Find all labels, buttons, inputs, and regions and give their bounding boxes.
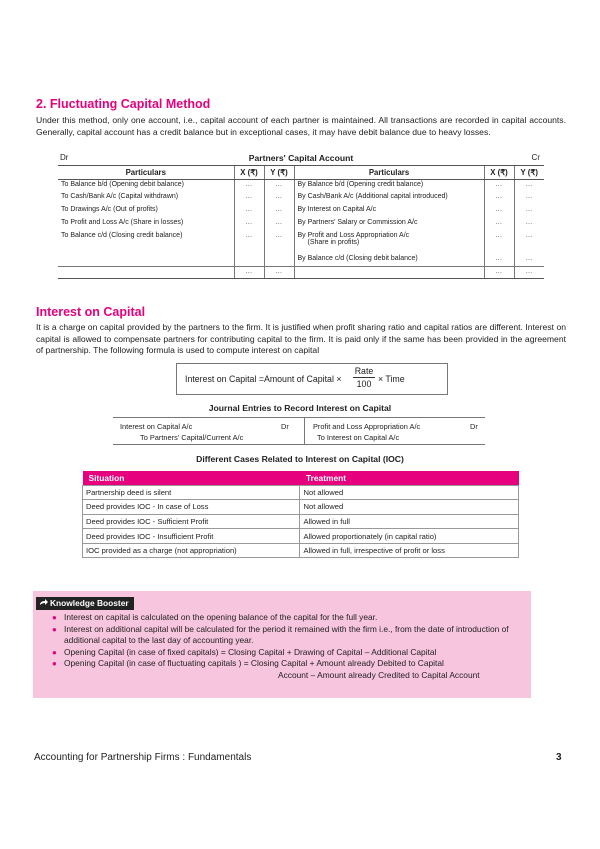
cr-item: By Balance b/d (Opening credit balance) <box>294 180 484 193</box>
booster-point: Interest on capital is calculated on the opening balance of the capital for the full year. <box>64 612 378 622</box>
account-row <box>58 205 544 218</box>
table-row <box>83 529 519 544</box>
amount-dots: … <box>234 180 264 193</box>
interest-paragraph: It is a charge on capital provided by the partners to the firm. It is justified when profit sharing ratio and capital ratios are different. Interest on capital is allowed to compensate partners for contributing capital to the firm. It is paid only if the same has been provided in the agreement of partnership. The following formula is used to compute interest on capital <box>36 322 566 355</box>
dr-item: To Profit and Loss A/c (Share in losses) <box>61 218 184 226</box>
amount-dots: … <box>484 205 514 218</box>
col-x-cr: X (₹) <box>484 166 514 180</box>
total-dots: … <box>264 266 294 278</box>
dr-item-empty <box>58 254 234 267</box>
bullet-icon: ● <box>52 659 57 669</box>
situation-cell: Deed provides IOC - In case of Loss <box>83 500 300 515</box>
arrow-icon <box>39 597 48 610</box>
col-situation: Situation <box>83 471 300 485</box>
formula-numerator: Rate <box>354 366 374 376</box>
formula-denominator: 100 <box>356 379 372 389</box>
account-row <box>58 254 544 267</box>
situation-cell: IOC provided as a charge (not appropriation) <box>83 543 300 558</box>
journal-left-dr: Dr <box>281 422 289 431</box>
cr-item: By Partners' Salary or Commission A/c <box>294 218 484 231</box>
journal-divider <box>304 418 305 444</box>
booster-point: Opening Capital (in case of fixed capitals) = Closing Capital + Drawing of Capital – Additional Capital <box>64 646 437 657</box>
treatment-cell: Allowed in full <box>300 514 519 529</box>
list-item <box>50 612 528 624</box>
situation-cell: Deed provides IOC - Insufficient Profit <box>83 529 300 544</box>
amount-dots: … <box>264 218 294 231</box>
amount-dots: … <box>264 205 294 218</box>
formula-rhs: × Time <box>378 374 405 384</box>
amount-dots: … <box>484 180 514 193</box>
bullet-icon: ● <box>52 647 57 657</box>
journal-right-debit: Profit and Loss Appropriation A/c <box>313 422 421 431</box>
bullet-icon: ● <box>52 624 57 634</box>
col-particulars-dr: Particulars <box>58 166 234 180</box>
amount-dots: … <box>234 218 264 231</box>
amount-dots: … <box>264 180 294 193</box>
booster-point: Opening Capital (in case of fluctuating capitals ) = Closing Capital + Amount already Debited to Capital <box>64 658 444 669</box>
cr-item: By Interest on Capital A/c <box>294 205 484 218</box>
bullet-icon: ● <box>52 613 57 622</box>
ioc-table <box>82 471 519 558</box>
section-heading-interest: Interest on Capital <box>36 305 146 319</box>
cr-item: By Cash/Bank A/c (Additional capital introduced) <box>294 192 484 205</box>
amount-dots: … <box>514 205 544 218</box>
cr-item-sub: (Share in profits) <box>307 238 360 246</box>
account-row <box>58 192 544 205</box>
account-total-row <box>58 266 544 278</box>
footer-title: Accounting for Partnership Firms : Fundamentals <box>34 752 252 763</box>
col-particulars-cr: Particulars <box>294 166 484 180</box>
amount-empty <box>234 254 264 267</box>
journal-right-credit: To Interest on Capital A/c <box>317 433 400 442</box>
treatment-cell: Not allowed <box>300 500 519 515</box>
amount-dots: … <box>514 254 544 267</box>
amount-dots: … <box>484 254 514 267</box>
knowledge-booster-label: Knowledge Booster <box>50 598 129 608</box>
fluctuating-paragraph: Under this method, only one account, i.e., capital account of each partner is maintained. All transactions are recorded in capital accounts. Generally, capital account has a credit balance but in exceptional cases, it may have debit balance due to heavy losses. <box>36 115 566 137</box>
journal-left-debit: Interest on Capital A/c <box>120 422 193 431</box>
situation-cell: Partnership deed is silent <box>83 485 300 500</box>
total-empty <box>58 266 234 278</box>
amount-dots: … <box>234 205 264 218</box>
treatment-cell: Allowed proportionately (in capital ratio) <box>300 529 519 544</box>
total-dots: … <box>514 266 544 278</box>
formula-lhs: Interest on Capital =Amount of Capital × <box>185 374 342 384</box>
cr-item-line: By Profit and Loss Appropriation A/c <box>297 231 410 239</box>
amount-dots: … <box>514 192 544 205</box>
total-dots: … <box>234 266 264 278</box>
col-y-dr: Y (₹) <box>264 166 294 180</box>
booster-list <box>50 612 528 682</box>
total-empty <box>294 266 484 278</box>
col-x-dr: X (₹) <box>234 166 264 180</box>
knowledge-booster-tag <box>36 597 134 610</box>
amount-empty <box>264 254 294 267</box>
section-heading-fluctuating: 2. Fluctuating Capital Method <box>36 97 211 111</box>
interest-formula-box <box>176 363 448 395</box>
list-item <box>50 658 528 681</box>
dr-item: To Balance b/d (Opening debit balance) <box>61 181 184 188</box>
table-row <box>83 543 519 558</box>
booster-point-continuation: Account – Amount already Credited to Capital Account <box>278 669 480 680</box>
dr-label: Dr <box>60 153 69 162</box>
account-row <box>58 231 544 254</box>
page-number: 3 <box>556 752 562 763</box>
amount-dots: … <box>484 218 514 231</box>
table-row <box>83 485 519 500</box>
table-row <box>83 514 519 529</box>
amount-dots: … <box>484 192 514 205</box>
cr-item <box>294 231 484 254</box>
booster-point: Interest on additional capital will be calculated for the period it remained with the firm i.e., from the date of introduction of additional capital to the last day of accounting year. <box>64 623 509 646</box>
col-y-cr: Y (₹) <box>514 166 544 180</box>
list-item <box>50 647 528 659</box>
cr-item: By Balance c/d (Closing debit balance) <box>294 254 484 267</box>
journal-entries <box>113 417 485 445</box>
treatment-cell: Not allowed <box>300 485 519 500</box>
amount-dots: … <box>234 192 264 205</box>
amount-dots: … <box>264 231 294 254</box>
amount-dots: … <box>514 180 544 193</box>
col-treatment: Treatment <box>300 471 519 485</box>
dr-item: To Drawings A/c (Out of profits) <box>61 206 158 214</box>
amount-dots: … <box>264 192 294 205</box>
account-row <box>58 218 544 231</box>
table-row <box>83 500 519 515</box>
journal-right-dr: Dr <box>470 422 478 431</box>
total-dots: … <box>484 266 514 278</box>
dr-item: To Balance c/d (Closing credit balance) <box>61 231 183 239</box>
account-title: Partners' Capital Account <box>248 153 354 163</box>
treatment-cell: Allowed in full, irrespective of profit or loss <box>300 543 519 558</box>
ioc-title: Different Cases Related to Interest on Capital (IOC) <box>196 454 404 464</box>
formula-fraction <box>353 366 375 389</box>
cr-label: Cr <box>531 153 540 162</box>
situation-cell: Deed provides IOC - Sufficient Profit <box>83 514 300 529</box>
journal-left-credit: To Partners' Capital/Current A/c <box>140 433 244 442</box>
amount-dots: … <box>234 231 264 254</box>
amount-dots: … <box>484 231 514 254</box>
dr-item: To Cash/Bank A/c (Capital withdrawn) <box>61 193 179 201</box>
amount-dots: … <box>514 231 544 254</box>
account-row <box>58 180 544 193</box>
amount-dots: … <box>514 218 544 231</box>
list-item <box>50 624 528 647</box>
partners-capital-account <box>58 153 544 279</box>
journal-title: Journal Entries to Record Interest on Capital <box>208 403 392 413</box>
